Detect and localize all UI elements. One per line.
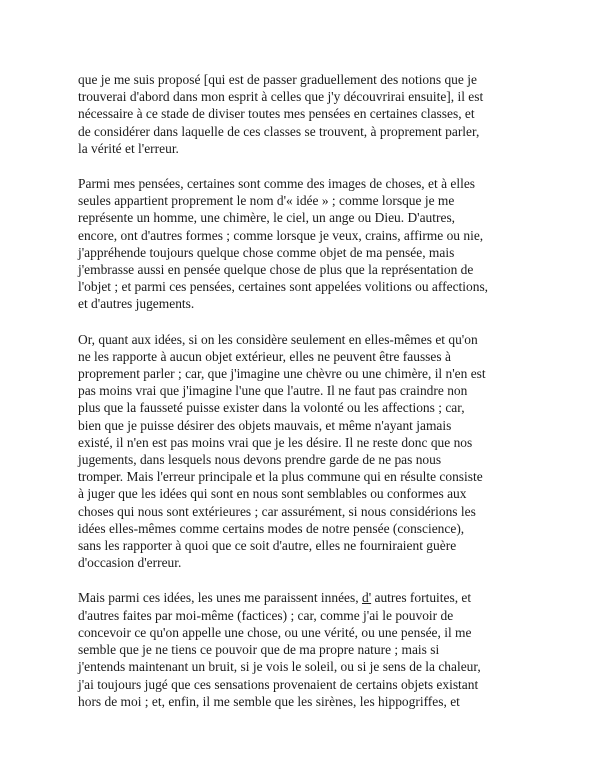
text-line: hors de moi ; et, enfin, il me semble que les sirènes, les hippogriffes, et bbox=[78, 693, 460, 709]
text-segment: Mais parmi ces idées, les unes me paraissent innées, bbox=[78, 590, 362, 606]
text-line: encore, ont d'autres formes ; comme lorsque je veux, crains, affirme ou nie, bbox=[78, 227, 484, 243]
text-line: bien que je puisse désirer des objets mauvais, et même n'ayant jamais bbox=[78, 417, 452, 433]
text-line: à juger que les idées qui sont en nous sont semblables ou conformes aux bbox=[78, 486, 467, 502]
text-line: pas moins vrai que j'imagine l'une que l'autre. Il ne faut pas craindre non bbox=[78, 383, 468, 399]
text-line: semble que je ne tiens ce pouvoir que de ma propre nature ; mais si bbox=[78, 642, 440, 658]
text-line: d'autres faites par moi-même (factices) ; car, comme j'ai le pouvoir de bbox=[78, 607, 454, 623]
text-line: Or, quant aux idées, si on les considère seulement en elles-mêmes et qu'on bbox=[78, 331, 478, 347]
text-line: concevoir ce qu'on appelle une chose, ou une vérité, ou une pensée, il me bbox=[78, 624, 472, 640]
text-line: j'entends maintenant un bruit, si je vois le soleil, ou si je sens de la chaleur, bbox=[78, 659, 481, 675]
paragraph-3 bbox=[78, 331, 526, 572]
text-line: Parmi mes pensées, certaines sont comme des images de choses, et à elles bbox=[78, 176, 476, 192]
text-line: proprement parler ; car, que j'imagine une chèvre ou une chimère, il n'en est bbox=[78, 366, 486, 382]
text-line: seules appartient proprement le nom d'« idée » ; comme lorsque je me bbox=[78, 193, 455, 209]
text-line: ne les rapporte à aucun objet extérieur, elles ne peuvent être fausses à bbox=[78, 348, 451, 364]
text-segment: autres fortuites, et bbox=[371, 590, 472, 606]
text-line: d'occasion d'erreur. bbox=[78, 555, 182, 571]
text-line: j'ai toujours jugé que ces sensations provenaient de certains objets existant bbox=[78, 676, 479, 692]
text-line: j'embrasse aussi en pensée quelque chose de plus que la représentation de bbox=[78, 262, 474, 278]
document-page bbox=[78, 71, 526, 728]
text-line: de considérer dans laquelle de ces classes se trouvent, à proprement parler, bbox=[78, 123, 480, 139]
text-line: plus que la fausseté puisse exister dans la volonté ou les affections ; car, bbox=[78, 400, 465, 416]
paragraph-2 bbox=[78, 175, 526, 313]
text-line: représente un homme, une chimère, le ciel, un ange ou Dieu. D'autres, bbox=[78, 210, 456, 226]
text-line: trouverai d'abord dans mon esprit à celles que j'y découvrirai ensuite], il est bbox=[78, 89, 484, 105]
text-line: jugements, dans lesquels nous devons prendre garde de ne pas nous bbox=[78, 452, 442, 468]
text-line bbox=[78, 589, 526, 606]
paragraph-4 bbox=[78, 589, 526, 709]
text-line: nécessaire à ce stade de diviser toutes mes pensées en certaines classes, et bbox=[78, 106, 475, 122]
text-line: choses qui nous sont extérieures ; car assurément, si nous considérions les bbox=[78, 503, 476, 519]
text-line: l'objet ; et parmi ces pensées, certaines sont appelées volitions ou affections, bbox=[78, 279, 489, 295]
text-line: j'appréhende toujours quelque chose comme objet de ma pensée, mais bbox=[78, 244, 455, 260]
text-line: tromper. Mais l'erreur principale et la plus commune qui en résulte consiste bbox=[78, 469, 483, 485]
text-line: existé, il n'en est pas moins vrai que je les désire. Il ne reste donc que nos bbox=[78, 434, 473, 450]
text-line: sans les rapporter à quoi que ce soit d'autre, elles ne fourniraient guère bbox=[78, 538, 457, 554]
text-line: idées elles-mêmes comme certains modes de notre pensée (conscience), bbox=[78, 520, 465, 536]
paragraph-1 bbox=[78, 71, 526, 157]
text-line: la vérité et l'erreur. bbox=[78, 140, 179, 156]
underlined-word: d' bbox=[361, 590, 372, 606]
text-line: que je me suis proposé [qui est de passer graduellement des notions que je bbox=[78, 72, 477, 87]
text-line: et d'autres jugements. bbox=[78, 296, 195, 312]
